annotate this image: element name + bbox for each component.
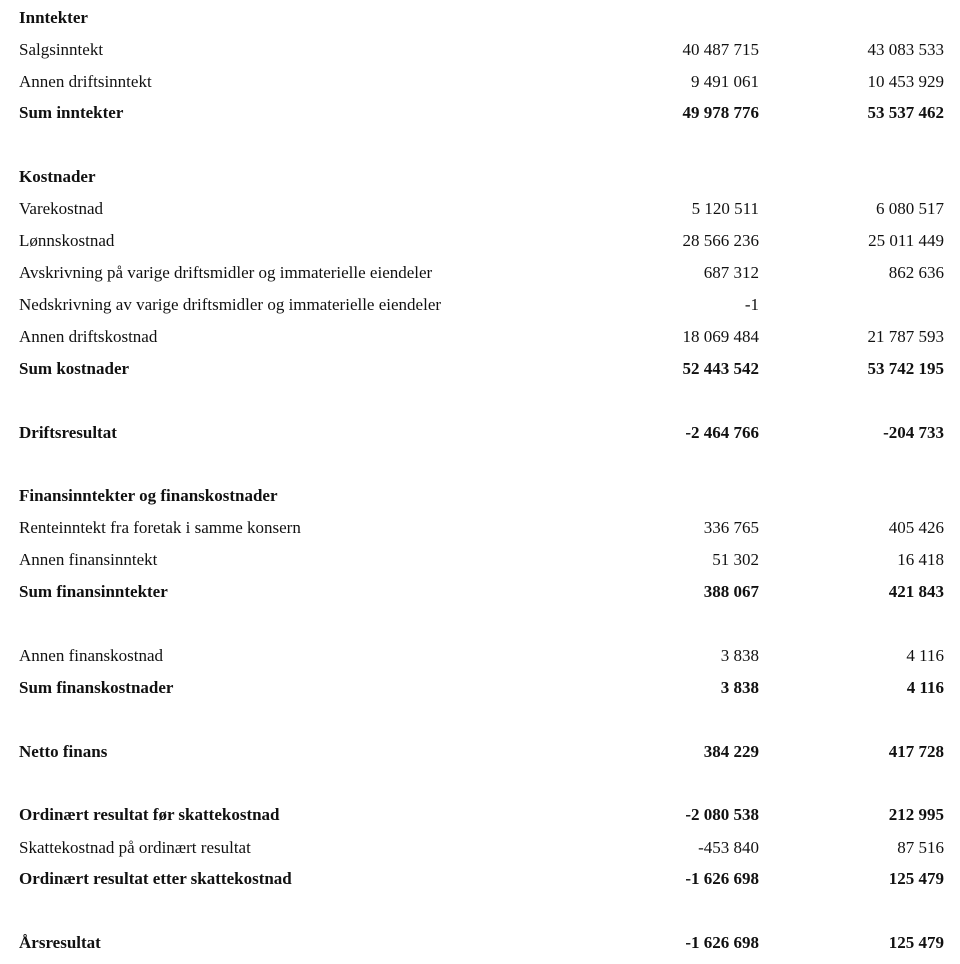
row-sum-kostnader xyxy=(0,357,960,381)
row-netto-finans xyxy=(0,740,960,764)
row-value-col2: 53 742 195 xyxy=(867,359,944,378)
row-value-col1: -1 626 698 xyxy=(685,933,759,952)
row-value-col2: 421 843 xyxy=(888,582,944,601)
row-value-col1: -1 xyxy=(744,295,759,314)
row-value-col2: 10 453 929 xyxy=(867,72,944,91)
row-label: Sum inntekter xyxy=(19,103,124,122)
row-value-col2: 16 418 xyxy=(897,550,944,569)
row-value-col1: 5 120 511 xyxy=(691,199,759,218)
row-label: Sum finanskostnader xyxy=(19,678,174,697)
row-value-col1: 52 443 542 xyxy=(682,359,759,378)
row-label: Netto finans xyxy=(19,742,108,761)
row-value-col1: 9 491 061 xyxy=(691,72,759,91)
row-annen-finanskostnad xyxy=(0,644,960,668)
row-label: Finansinntekter og finanskostnader xyxy=(19,486,278,505)
row-annen-driftsinntekt xyxy=(0,70,960,94)
row-value-col2: 405 426 xyxy=(888,518,944,537)
row-value-col2: 125 479 xyxy=(888,933,944,952)
row-label: Salgsinntekt xyxy=(19,40,104,59)
row-value-col1: -2 080 538 xyxy=(685,805,759,824)
row-varekostnad xyxy=(0,197,960,221)
row-label: Annen driftskostnad xyxy=(19,327,158,346)
row-value-col2: 53 537 462 xyxy=(867,103,944,122)
row-skattekostnad xyxy=(0,836,960,860)
row-label: Annen driftsinntekt xyxy=(19,72,152,91)
row-label: Varekostnad xyxy=(19,199,104,218)
row-value-col1: 3 838 xyxy=(720,678,759,697)
row-value-col2: 25 011 449 xyxy=(868,231,944,250)
row-heading-finans xyxy=(0,484,960,508)
row-value-col2: 125 479 xyxy=(888,869,944,888)
row-label: Skattekostnad på ordinært resultat xyxy=(19,838,251,857)
row-value-col2: 6 080 517 xyxy=(876,199,944,218)
row-arsresultat xyxy=(0,931,960,955)
row-salgsinntekt xyxy=(0,38,960,62)
row-label: Annen finanskostnad xyxy=(19,646,164,665)
row-value-col1: -2 464 766 xyxy=(685,423,759,442)
row-sum-inntekter xyxy=(0,101,960,125)
row-value-col2: 4 116 xyxy=(906,678,944,697)
row-resultat-for-skatt xyxy=(0,803,960,827)
row-value-col2: 212 995 xyxy=(888,805,944,824)
row-driftsresultat xyxy=(0,421,960,445)
row-avskrivning xyxy=(0,261,960,285)
row-value-col2: 21 787 593 xyxy=(867,327,944,346)
row-heading-inntekter xyxy=(0,6,960,30)
row-lonnskostnad xyxy=(0,229,960,253)
row-value-col1: 40 487 715 xyxy=(682,40,759,59)
row-value-col1: -453 840 xyxy=(698,838,759,857)
row-resultat-etter-skatt xyxy=(0,867,960,891)
row-nedskrivning xyxy=(0,293,960,317)
row-sum-finansinntekter xyxy=(0,580,960,604)
row-label: Sum kostnader xyxy=(19,359,130,378)
row-value-col1: 336 765 xyxy=(703,518,759,537)
row-label: Kostnader xyxy=(19,167,96,186)
row-value-col2: 87 516 xyxy=(897,838,944,857)
row-value-col1: -1 626 698 xyxy=(685,869,759,888)
row-label: Ordinært resultat før skattekostnad xyxy=(19,805,280,824)
row-label: Lønnskostnad xyxy=(19,231,115,250)
row-renteinntekt xyxy=(0,516,960,540)
row-value-col1: 51 302 xyxy=(712,550,759,569)
row-value-col2: 43 083 533 xyxy=(867,40,944,59)
row-label: Inntekter xyxy=(19,8,88,27)
row-value-col1: 3 838 xyxy=(720,646,759,665)
row-value-col1: 384 229 xyxy=(703,742,759,761)
row-label: Nedskrivning av varige driftsmidler og immaterielle eiendeler xyxy=(19,295,442,314)
row-value-col2: 862 636 xyxy=(888,263,944,282)
row-label: Renteinntekt fra foretak i samme konsern xyxy=(19,518,301,537)
row-value-col2: -204 733 xyxy=(883,423,944,442)
row-label: Årsresultat xyxy=(19,933,101,952)
row-label: Ordinært resultat etter skattekostnad xyxy=(19,869,292,888)
row-value-col2: 417 728 xyxy=(888,742,944,761)
row-value-col1: 687 312 xyxy=(703,263,759,282)
row-value-col1: 388 067 xyxy=(703,582,759,601)
row-heading-kostnader xyxy=(0,165,960,189)
row-annen-driftskostnad xyxy=(0,325,960,349)
row-label: Avskrivning på varige driftsmidler og immaterielle eiendeler xyxy=(19,263,433,282)
row-value-col1: 49 978 776 xyxy=(682,103,759,122)
row-label: Annen finansinntekt xyxy=(19,550,158,569)
row-value-col1: 18 069 484 xyxy=(682,327,759,346)
row-label: Sum finansinntekter xyxy=(19,582,168,601)
row-value-col1: 28 566 236 xyxy=(682,231,759,250)
row-annen-finansinntekt xyxy=(0,548,960,572)
row-value-col2: 4 116 xyxy=(906,646,944,665)
row-sum-finanskostnader xyxy=(0,676,960,700)
row-label: Driftsresultat xyxy=(19,423,117,442)
